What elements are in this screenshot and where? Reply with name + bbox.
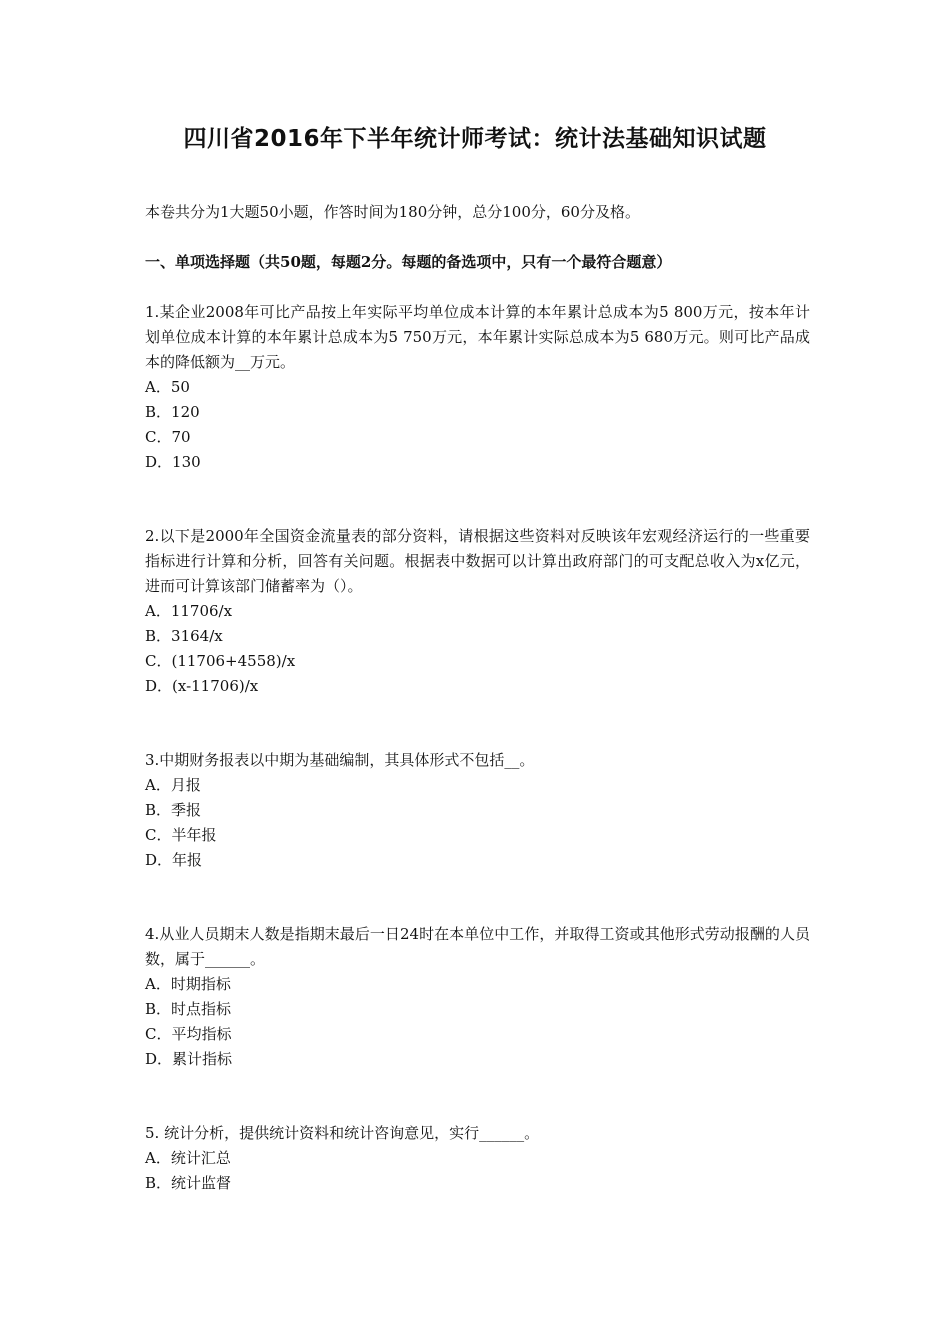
option-d: D．130 <box>145 453 201 471</box>
question-stem: 4.从业人员期末人数是指期末最后一日24时在本单位中工作，并取得工资或其他形式劳动报酬的人员数，属于______。 <box>145 925 810 968</box>
exam-instructions: 本卷共分为1大题50小题，作答时间为180分钟，总分100分，60分及格。 <box>145 203 640 221</box>
option-a: A．时期指标 <box>145 975 231 993</box>
option-c: C．70 <box>145 428 191 446</box>
question-stem: 1.某企业2008年可比产品按上年实际平均单位成本计算的本年累计总成本为5 800万元，按本年计划单位成本计算的本年累计总成本为5 750万元，本年累计实际总成本为5 680万元。则可比产品成本的降低额为__万元。 <box>145 303 810 371</box>
option-d: D．(x-11706)/x <box>145 677 259 695</box>
option-b: B．季报 <box>145 801 202 819</box>
question-stem: 5. 统计分析，提供统计资料和统计咨询意见，实行______。 <box>145 1124 540 1142</box>
option-b: B．时点指标 <box>145 1000 232 1018</box>
option-a: A．50 <box>145 378 190 396</box>
question-2 <box>145 524 810 699</box>
option-d: D．年报 <box>145 851 203 869</box>
option-b: B．统计监督 <box>145 1174 232 1192</box>
option-a: A．统计汇总 <box>145 1149 231 1167</box>
question-5 <box>145 1121 810 1196</box>
option-d: D．累计指标 <box>145 1050 233 1068</box>
option-b: B．3164/x <box>145 627 223 645</box>
option-b: B．120 <box>145 403 200 421</box>
question-3 <box>145 748 810 873</box>
question-stem: 2.以下是2000年全国资金流量表的部分资料，请根据这些资料对反映该年宏观经济运行的一些重要指标进行计算和分析，回答有关问题。根据表中数据可以计算出政府部门的可支配总收入为x亿元，进而可计算该部门储蓄率为（）。 <box>145 527 810 595</box>
option-c: C．(11706+4558)/x <box>145 652 296 670</box>
question-stem: 3.中期财务报表以中期为基础编制，其具体形式不包括__。 <box>145 751 535 769</box>
option-a: A．月报 <box>145 776 201 794</box>
section-heading: 一、单项选择题（共50题，每题2分。每题的备选项中，只有一个最符合题意） <box>145 253 672 271</box>
question-4 <box>145 922 810 1072</box>
option-a: A．11706/x <box>145 602 233 620</box>
option-c: C．半年报 <box>145 826 217 844</box>
option-c: C．平均指标 <box>145 1025 232 1043</box>
question-1 <box>145 300 810 475</box>
document-title: 四川省2016年下半年统计师考试：统计法基础知识试题 <box>183 126 767 152</box>
